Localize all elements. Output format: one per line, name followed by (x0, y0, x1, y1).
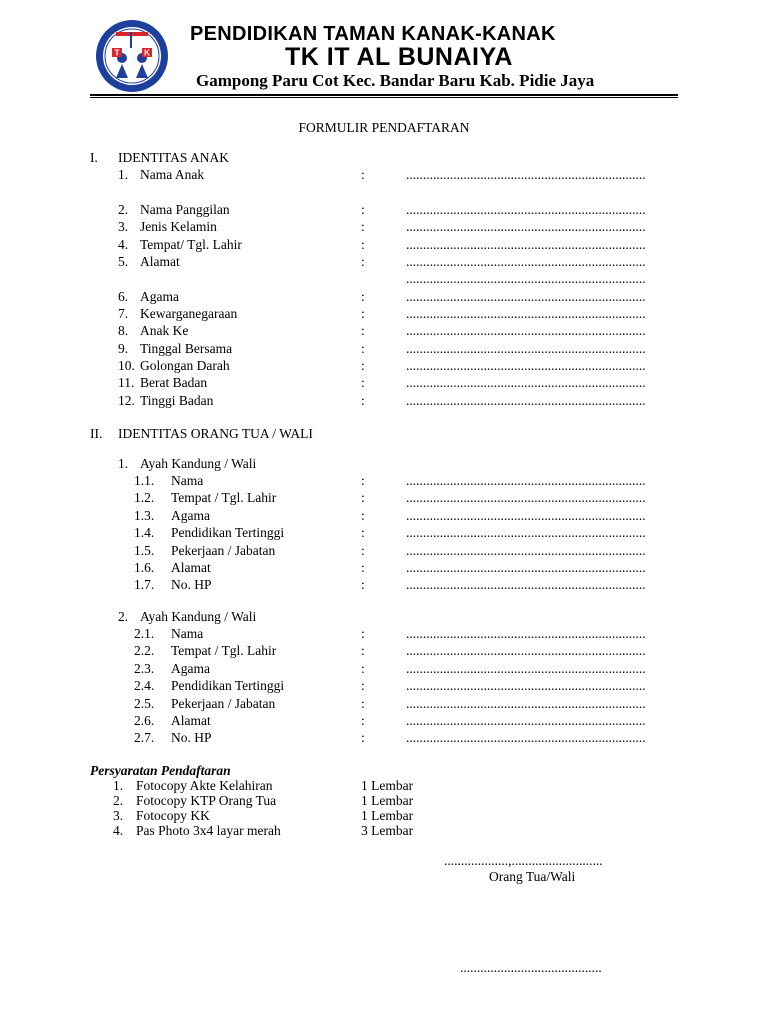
requirement-4-quantity: 3 Lembar (361, 823, 414, 838)
parent-1-field-4-blank: ....................................................................... (406, 525, 646, 541)
requirement-1-label: Fotocopy Akte Kelahiran (136, 778, 273, 793)
parent-1-field-1-blank: ....................................................................... (406, 473, 646, 488)
child-field-1-number: 1. (118, 167, 129, 182)
parent-1-field-2-label: Tempat / Tgl. Lahir (171, 490, 277, 506)
parent-group-2-title: Ayah Kandung / Wali (140, 609, 257, 624)
parent-group-1-title: Ayah Kandung / Wali (140, 456, 257, 471)
child-field-8-colon: : (361, 323, 365, 338)
parent-1-field-2-blank: ....................................................................... (406, 490, 646, 506)
parent-1-field-1-colon: : (361, 473, 365, 488)
section-2-title: IDENTITAS ORANG TUA / WALI (118, 426, 313, 441)
child-field-3-number: 3. (118, 219, 129, 234)
parent-1-field-6-label: Alamat (171, 560, 211, 575)
parent-2-field-1-colon: : (361, 626, 365, 641)
child-field-6-blank: ....................................................................... (406, 289, 646, 304)
child-field-8-number: 8. (118, 323, 129, 338)
child-field-6-label: Agama (140, 289, 179, 304)
child-field-4-number: 4. (118, 237, 129, 252)
header-divider-thick (90, 94, 678, 96)
parent-2-field-7-label: No. HP (171, 730, 212, 746)
child-field-8-label: Anak Ke (140, 323, 189, 338)
parent-1-field-4-number: 1.4. (134, 525, 155, 541)
parent-2-field-4-number: 2.4. (134, 678, 155, 694)
parent-2-field-4-colon: : (361, 678, 365, 694)
child-field-4-blank: ....................................................................... (406, 237, 646, 252)
requirement-3-number: 3. (113, 808, 124, 823)
child-field-6-colon: : (361, 289, 365, 304)
child-field-9-label: Tinggal Bersama (140, 341, 233, 356)
child-field-10-colon: : (361, 358, 365, 373)
school-address: Gampong Paru Cot Kec. Bandar Baru Kab. Pidie Jaya (196, 71, 595, 90)
requirement-1-quantity: 1 Lembar (361, 778, 414, 793)
requirement-3-label: Fotocopy KK (136, 808, 210, 823)
child-field-7-label: Kewarganegaraan (140, 306, 238, 321)
requirement-4-label: Pas Photo 3x4 layar merah (136, 823, 281, 838)
form-title: FORMULIR PENDAFTARAN (298, 120, 470, 135)
child-field-7-number: 7. (118, 306, 129, 321)
parent-2-field-7-colon: : (361, 730, 365, 746)
child-field-1-blank: ....................................................................... (406, 167, 646, 182)
parent-2-field-2-number: 2.2. (134, 643, 155, 659)
requirement-3-quantity: 1 Lembar (361, 808, 414, 823)
child-field-4-colon: : (361, 237, 365, 252)
child-field-12-label: Tinggi Badan (140, 393, 214, 408)
child-field-12-number: 12. (118, 393, 135, 408)
parent-2-field-6-colon: : (361, 713, 365, 728)
child-field-6-number: 6. (118, 289, 129, 304)
child-field-1-colon: : (361, 167, 365, 182)
child-field-1-label: Nama Anak (140, 167, 205, 182)
child-field-5-blank: ....................................................................... (406, 254, 646, 269)
parent-2-field-5-colon: : (361, 695, 365, 711)
child-field-7-colon: : (361, 306, 365, 321)
child-field-11-blank: ....................................................................... (406, 375, 646, 390)
parent-1-field-7-colon: : (361, 577, 365, 593)
school-name: TK IT AL BUNAIYA (285, 43, 513, 71)
parent-1-field-6-blank: ....................................................................... (406, 560, 646, 575)
requirement-1-number: 1. (113, 778, 124, 793)
header-divider-thin (90, 97, 678, 98)
signature-role: Orang Tua/Wali (489, 869, 576, 884)
child-field-12-blank: ....................................................................... (406, 393, 646, 408)
section-1-title: IDENTITAS ANAK (118, 150, 230, 165)
child-field-2-label: Nama Panggilan (140, 202, 230, 217)
child-field-11-number: 11. (118, 375, 135, 390)
child-field-10-blank: ....................................................................... (406, 358, 646, 373)
parent-1-field-3-label: Agama (171, 507, 210, 523)
child-field-11-label: Berat Badan (140, 375, 208, 390)
child-field-5-colon: : (361, 254, 365, 269)
parent-1-field-6-number: 1.6. (134, 560, 155, 575)
parent-1-field-6-colon: : (361, 560, 365, 575)
parent-group-2-number: 2. (118, 609, 129, 624)
requirement-2-label: Fotocopy KTP Orang Tua (136, 793, 277, 808)
parent-1-field-3-colon: : (361, 507, 365, 523)
parent-2-field-6-label: Alamat (171, 713, 211, 728)
parent-2-field-1-label: Nama (171, 626, 204, 641)
requirement-2-quantity: 1 Lembar (361, 793, 414, 808)
child-field-9-number: 9. (118, 341, 129, 356)
parent-2-field-2-colon: : (361, 643, 365, 659)
parent-1-field-3-blank: ....................................................................... (406, 507, 646, 523)
section-1-number: I. (90, 150, 98, 165)
logo-letter-k: K (144, 48, 150, 58)
parent-2-field-1-blank: ....................................................................... (406, 626, 646, 641)
parent-1-field-5-number: 1.5. (134, 542, 155, 558)
parent-group-1-number: 1. (118, 456, 129, 471)
parent-1-field-4-colon: : (361, 525, 365, 541)
parent-2-field-6-number: 2.6. (134, 713, 155, 728)
parent-1-field-5-colon: : (361, 542, 365, 558)
child-field-7-blank: ....................................................................... (406, 306, 646, 321)
parent-1-field-7-number: 1.7. (134, 577, 155, 593)
logo-letter-t: T (114, 48, 120, 58)
child-field-2-number: 2. (118, 202, 129, 217)
child-field-12-colon: : (361, 393, 365, 408)
signature-place-date-line: ...................,........................... (444, 853, 603, 868)
parent-2-field-7-blank: ....................................................................... (406, 730, 646, 746)
parent-2-field-5-number: 2.5. (134, 695, 155, 711)
parent-2-field-4-blank: ....................................................................... (406, 678, 646, 694)
parent-2-field-2-label: Tempat / Tgl. Lahir (171, 643, 277, 659)
section-2-number: II. (90, 426, 103, 441)
child-field-5-number: 5. (118, 254, 129, 269)
child-address-line-2-blank: ....................................................................... (406, 271, 646, 286)
child-field-2-blank: ....................................................................... (406, 202, 646, 217)
parent-2-field-3-blank: ....................................................................... (406, 660, 646, 676)
child-field-10-number: 10. (118, 358, 135, 373)
parent-1-field-2-colon: : (361, 490, 365, 506)
parent-2-field-1-number: 2.1. (134, 626, 155, 641)
parent-2-field-5-blank: ....................................................................... (406, 695, 646, 711)
parent-1-field-5-blank: ....................................................................... (406, 542, 646, 558)
parent-2-field-4-label: Pendidikan Tertinggi (171, 678, 285, 694)
child-field-9-blank: ....................................................................... (406, 341, 646, 356)
parent-1-field-7-label: No. HP (171, 577, 212, 593)
child-field-11-colon: : (361, 375, 365, 390)
header-line-1: PENDIDIKAN TAMAN KANAK-KANAK (190, 23, 556, 45)
parent-2-field-2-blank: ....................................................................... (406, 643, 646, 659)
child-field-3-colon: : (361, 219, 365, 234)
parent-1-field-4-label: Pendidikan Tertinggi (171, 525, 285, 541)
child-field-2-colon: : (361, 202, 365, 217)
child-field-10-label: Golongan Darah (140, 358, 230, 373)
parent-1-field-1-number: 1.1. (134, 473, 155, 488)
parent-2-field-7-number: 2.7. (134, 730, 155, 746)
signature-name-line: .......................................... (460, 960, 602, 975)
parent-1-field-5-label: Pekerjaan / Jabatan (171, 542, 276, 558)
requirement-4-number: 4. (113, 823, 124, 838)
parent-1-field-7-blank: ....................................................................... (406, 577, 646, 593)
child-field-5-label: Alamat (140, 254, 180, 269)
requirements-title: Persyaratan Pendaftaran (90, 763, 231, 778)
child-field-9-colon: : (361, 341, 365, 356)
parent-2-field-3-colon: : (361, 660, 365, 676)
child-field-3-label: Jenis Kelamin (140, 219, 217, 234)
child-field-4-label: Tempat/ Tgl. Lahir (140, 237, 242, 252)
parent-1-field-2-number: 1.2. (134, 490, 155, 506)
parent-2-field-3-number: 2.3. (134, 660, 155, 676)
requirement-2-number: 2. (113, 793, 124, 808)
child-field-8-blank: ....................................................................... (406, 323, 646, 338)
parent-2-field-6-blank: ....................................................................... (406, 713, 646, 728)
child-field-3-blank: ....................................................................... (406, 219, 646, 234)
parent-1-field-1-label: Nama (171, 473, 204, 488)
school-logo (94, 18, 170, 94)
parent-2-field-3-label: Agama (171, 660, 210, 676)
parent-2-field-5-label: Pekerjaan / Jabatan (171, 695, 276, 711)
parent-1-field-3-number: 1.3. (134, 507, 155, 523)
